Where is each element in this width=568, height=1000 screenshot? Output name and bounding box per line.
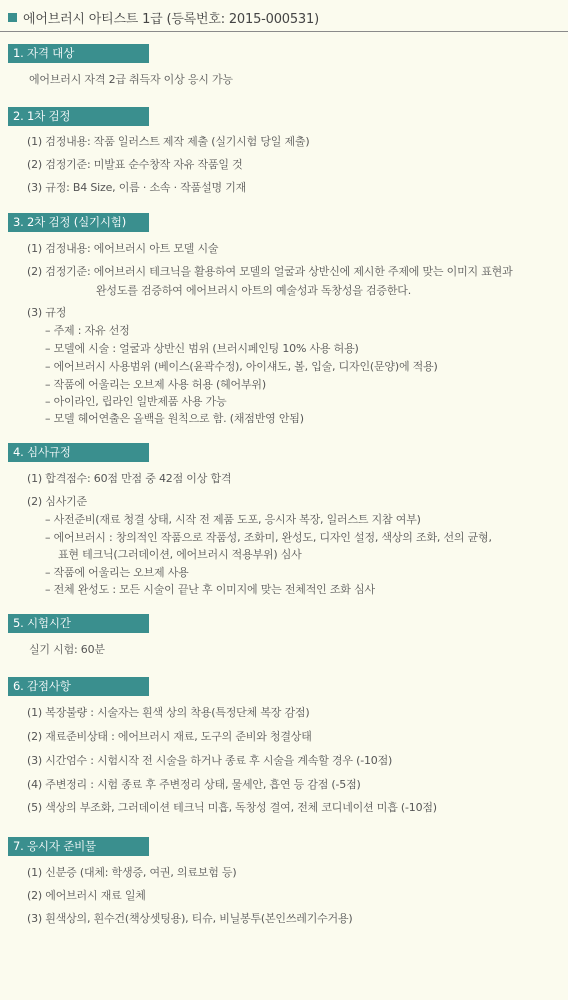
section-header-second-exam: 3. 2차 검정 (실기시험) (8, 213, 149, 232)
first-exam-item: (2) 검정기준: 미발표 순수창작 자유 작품일 것 (27, 158, 243, 171)
square-bullet-icon (8, 13, 17, 22)
section-header-judging-rules: 4. 심사규정 (8, 443, 149, 462)
second-exam-item: (3) 규정 (27, 306, 67, 319)
first-exam-item: (1) 검정내용: 작품 일러스트 제작 제출 (실기시험 당일 제출) (27, 135, 310, 148)
eligibility-text: 에어브러시 자격 2급 취득자 이상 응시 가능 (29, 73, 233, 86)
supplies-item: (1) 신분증 (대체: 학생증, 여권, 의료보험 등) (27, 866, 237, 879)
supplies-item: (2) 에어브러시 재료 일체 (27, 889, 146, 902)
criteria-list-item: – 작품에 어울리는 오브제 사용 (45, 566, 189, 579)
exam-time-text: 실기 시험: 60분 (29, 643, 105, 656)
second-exam-item: (1) 검정내용: 에어브러시 아트 모델 시술 (27, 242, 219, 255)
second-exam-item: (2) 검정기준: 에어브러시 테크닉을 활용하여 모델의 얼굴과 상반신에 제시한 주제에 맞는 이미지 표현과 (27, 265, 513, 278)
judging-item: (1) 합격점수: 60점 만점 중 42점 이상 합격 (27, 472, 232, 485)
deduction-item: (3) 시간엄수 : 시험시작 전 시술을 하거나 종료 후 시술을 계속할 경우 (-10점) (27, 754, 393, 767)
section-header-first-exam: 2. 1차 검정 (8, 107, 149, 126)
rule-list-item: – 작품에 어울리는 오브제 사용 허용 (헤어부위) (45, 378, 266, 391)
document-title: 에어브러시 아티스트 1급 (등록번호: 2015-000531) (23, 11, 319, 27)
deduction-item: (4) 주변정리 : 시험 종료 후 주변정리 상태, 물세안, 흡연 등 감점 (-5점) (27, 778, 361, 791)
second-exam-item-continuation: 완성도를 검증하여 에어브러시 아트의 예술성과 독창성을 검증한다. (96, 284, 412, 297)
criteria-list-item: – 전체 완성도 : 모든 시술이 끝난 후 이미지에 맞는 전체적인 조화 심사 (45, 583, 375, 596)
rule-list-item: – 모델에 시술 : 얼굴과 상반신 범위 (브러시페인팅 10% 사용 허용) (45, 342, 359, 355)
section-header-exam-time: 5. 시험시간 (8, 614, 149, 633)
criteria-list-item: – 사전준비(재료 청결 상태, 시작 전 제품 도포, 응시자 복장, 일러스트 지참 여부) (45, 513, 421, 526)
deduction-item: (5) 색상의 부조화, 그러데이션 테크닉 미흡, 독창성 결여, 전체 코디네이션 미흡 (-10점) (27, 801, 437, 814)
section-header-eligibility: 1. 자격 대상 (8, 44, 149, 63)
supplies-item: (3) 흰색상의, 흰수건(책상셋팅용), 티슈, 비닐봉투(본인쓰레기수거용) (27, 912, 353, 925)
judging-item: (2) 심사기준 (27, 495, 87, 508)
rule-list-item: – 모델 헤어연출은 올백을 원칙으로 함. (채점반영 안됨) (45, 412, 304, 425)
title-divider (0, 31, 568, 32)
section-header-supplies: 7. 응시자 준비물 (8, 837, 149, 856)
criteria-list-item: – 에어브러시 : 창의적인 작품으로 작품성, 조화미, 완성도, 디자인 설정, 색상의 조화, 선의 균형, (45, 531, 492, 544)
deduction-item: (2) 재료준비상태 : 에어브러시 재료, 도구의 준비와 청결상태 (27, 730, 312, 743)
rule-list-item: – 주제 : 자유 선정 (45, 324, 130, 337)
criteria-list-item-continuation: 표현 테크닉(그러데이션, 에어브러시 적용부위) 심사 (58, 548, 302, 561)
document-title-row (8, 8, 319, 26)
section-header-deductions: 6. 감점사항 (8, 677, 149, 696)
rule-list-item: – 아이라인, 립라인 일반제품 사용 가능 (45, 395, 227, 408)
first-exam-item: (3) 규정: B4 Size, 이름 · 소속 · 작품설명 기재 (27, 181, 247, 194)
rule-list-item: – 에어브러시 사용범위 (베이스(윤곽수정), 아이섀도, 볼, 입술, 디자인(문양)에 적용) (45, 360, 438, 373)
deduction-item: (1) 복장불량 : 시술자는 흰색 상의 착용(특정단체 복장 감점) (27, 706, 310, 719)
